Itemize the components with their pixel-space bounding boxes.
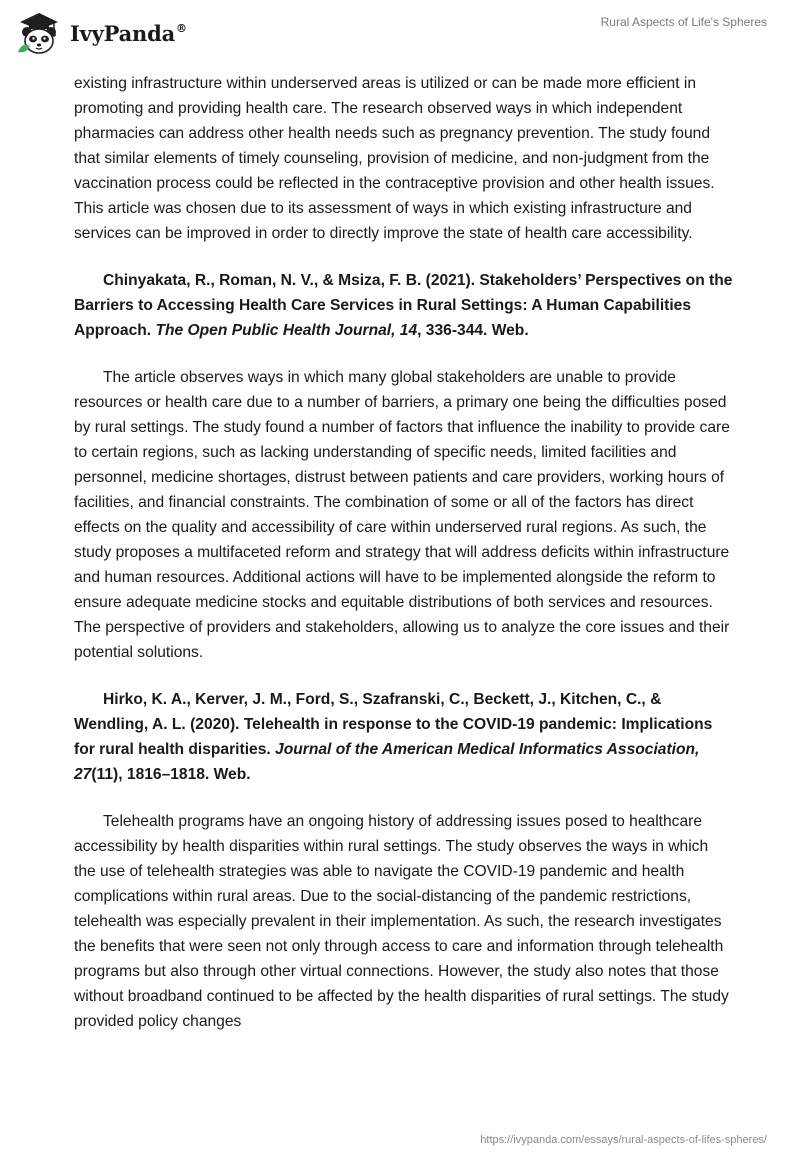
panda-graduate-icon [14,8,64,58]
paragraph-chinyakata-summary: The article observes ways in which many global stakeholders are unable to provide resources or health care due to a number of barriers, a primary one being the difficulties posed by rural settings. The study found a number of factors that influence the inability to provide care to certain regions, such as lacking understanding of specific needs, limited facilities and personnel, medicine shortages, distrust between patients and care providers, working hours of facilities, and financial constraints. The combination of some or all of the factors has direct effects on the quality and accessibility of care within underserved rural regions. As such, the study proposes a multifaceted reform and strategy that will address deficits within infrastructure and human resources. Additional actions will have to be implemented alongside the reform to ensure adequate medicine stocks and equitable distributions of both services and resources. The perspective of providers and stakeholders, allowing us to analyze the core issues and their potential solutions. [74,369,730,661]
brand-name: IvyPanda® [70,20,187,46]
source-url[interactable]: https://ivypanda.com/essays/rural-aspects-of-lifes-spheres/ [480,1134,767,1146]
paragraph-hirko-summary: Telehealth programs have an ongoing history of addressing issues posed to healthcare accessibility by health disparities within rural settings. The study observes the ways in which the use of telehealth strategies was able to navigate the COVID-19 pandemic and health complications within rural areas. Due to the social-distancing of the pandemic restrictions, telehealth was especially prevalent in their implementation. As such, the research investigates the benefits that were seen not only through access to care and information through telehealth programs but also through other virtual connections. However, the study also notes that those without broadband continued to be affected by the health disparities of rural settings. The study provided policy changes [74,813,729,1030]
page-header [0,0,800,70]
essay-body [74,71,734,1056]
paragraph-continued: existing infrastructure within underserved areas is utilized or can be made more efficient in promoting and providing health care. The research observed ways in which independent pharmacies can address other health needs such as pregnancy prevention. The study found that similar elements of timely counseling, provision of medicine, and non-judgment from the vaccination process could be reflected in the contraceptive provision and other health issues. This article was chosen due to its assessment of ways in which existing infrastructure and services can be improved in order to directly improve the state of health care accessibility. [74,75,715,242]
reference-chinyakata: Chinyakata, R., Roman, N. V., & Msiza, F. B. (2021). Stakeholders’ Perspectives on the Barriers to Accessing Health Care Services in Rural Settings: A Human Capabilities Approach. The Open Public Health Journal, 14, 336-344. Web. [74,272,733,339]
ivypanda-logo[interactable] [14,8,187,58]
document-title: Rural Aspects of Life's Spheres [600,15,767,29]
reference-hirko: Hirko, K. A., Kerver, J. M., Ford, S., Szafranski, C., Beckett, J., Kitchen, C., & Wendling, A. L. (2020). Telehealth in response to the COVID-19 pandemic: Implications for rural health disparities. Journal of the American Medical Informatics Association, 27(11), 1816–1818. Web. [74,691,713,783]
